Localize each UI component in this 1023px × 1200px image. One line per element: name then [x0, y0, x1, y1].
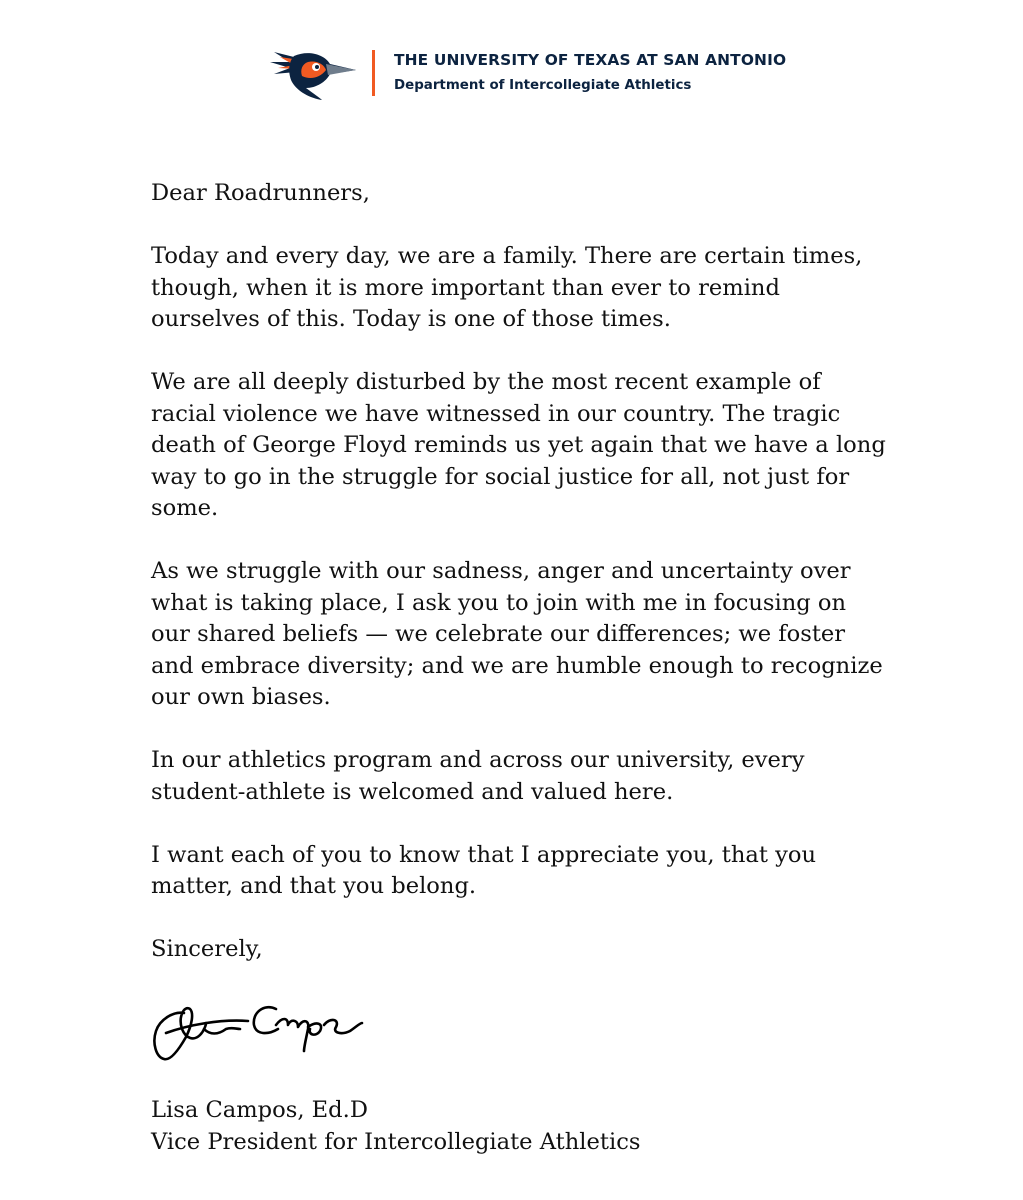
letterhead — [268, 44, 787, 102]
signer-block — [151, 1095, 640, 1158]
handwritten-signature — [148, 995, 378, 1067]
paragraph-2: We are all deeply disturbed by the most recent example of racial violence we have witnessed in our country. The tragic death of George Floyd reminds us yet again that we have a long way to go in the struggle for social justice for all, not just for some. — [151, 369, 886, 521]
paragraph-3: As we struggle with our sadness, anger and uncertainty over what is taking place, I ask you to join with me in focusing on our shared beliefs — we celebrate our differences; we foster and embrace diversity; and we are humble enough to recognize our own biases. — [151, 558, 883, 710]
signer-name: Lisa Campos, Ed.D — [151, 1097, 368, 1123]
signer-title: Vice President for Intercollegiate Athletics — [151, 1128, 641, 1155]
paragraph-1: Today and every day, we are a family. There are certain times, though, when it is more important than ever to remind ourselves of this. Today is one of those times. — [151, 243, 863, 332]
department-name: Department of Intercollegiate Athletics — [394, 78, 692, 93]
letter-body — [151, 178, 891, 997]
closing: Sincerely, — [151, 936, 263, 962]
salutation: Dear Roadrunners, — [151, 180, 370, 206]
paragraph-4: In our athletics program and across our university, every student-athlete is welcomed and valued here. — [151, 747, 805, 805]
letterhead-divider — [372, 50, 375, 96]
paragraph-5: I want each of you to know that I appreciate you, that you matter, and that you belong. — [151, 841, 817, 899]
roadrunner-head-logo-icon — [268, 48, 358, 100]
university-name: THE UNIVERSITY OF TEXAS AT SAN ANTONIO — [394, 51, 787, 69]
